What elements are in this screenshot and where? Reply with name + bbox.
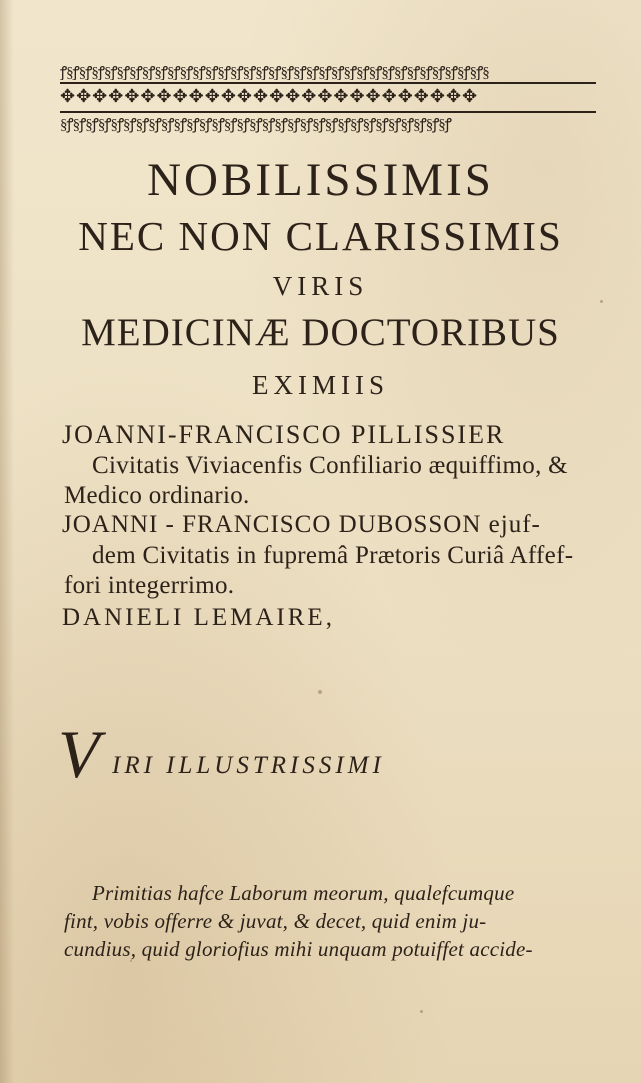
dedicatee-name: JOANNI-FRANCISCO PILLISSIER — [62, 420, 506, 449]
salutation-dropcap: V — [58, 716, 100, 792]
paper-speck — [318, 690, 322, 694]
ornament-rule — [60, 111, 596, 113]
dedicatee-description: Medico ordinario. — [64, 482, 250, 509]
ornament-row-top: ꝭ§ꝭ§ꝭ§ꝭ§ꝭ§ꝭ§ꝭ§ꝭ§ꝭ§ꝭ§ꝭ§ꝭ§ꝭ§ꝭ§ꝭ§ꝭ§ꝭ§ꝭ§ꝭ§ꝭ§ꝭ§ꝭ§ꝭ§ꝭ§ꝭ§ꝭ§ꝭ§ꝭ§ꝭ§ꝭ§ꝭ§ꝭ§ꝭ§ꝭ§ — [60, 65, 489, 80]
dedicatee-name: JOANNI - FRANCISCO DUBOSSON ejuf- — [62, 511, 541, 538]
paragraph-line: cundius, quid gloriofius mihi unquam potuiffet accide- — [64, 937, 533, 961]
paragraph-line: Primitias hafce Laborum meorum, qualefcumque — [92, 881, 515, 905]
paper-speck — [600, 300, 603, 303]
paper-speck — [130, 960, 132, 962]
dedicatee-description: fori integerrimo. — [64, 572, 235, 599]
heading-viris: VIRIS — [272, 271, 369, 301]
dedicatee-name: DANIELI LEMAIRE, — [62, 604, 335, 631]
heading-nobilissimis: NOBILISSIMIS — [147, 154, 494, 206]
heading-medicinae-doctoribus: MEDICINÆ DOCTORIBUS — [81, 311, 560, 354]
paper-speck — [420, 1010, 423, 1013]
salutation-text: IRI ILLUSTRISSIMI — [112, 752, 385, 779]
dedicatee-description: Civitatis Viviacenfis Confiliario æquiffimo, & — [92, 452, 568, 479]
paragraph-line: fint, vobis offerre & juvat, & decet, quid enim ju- — [64, 909, 487, 933]
headpiece-ornament — [60, 62, 596, 140]
ornament-rule — [60, 82, 596, 84]
heading-nec-non-clarissimis: NEC NON CLARISSIMIS — [78, 213, 563, 259]
dedicatee-description: dem Civitatis in fupremâ Prætoris Curiâ Affef- — [92, 542, 574, 569]
ornament-row-bottom: §ꝭ§ꝭ§ꝭ§ꝭ§ꝭ§ꝭ§ꝭ§ꝭ§ꝭ§ꝭ§ꝭ§ꝭ§ꝭ§ꝭ§ꝭ§ꝭ§ꝭ§ꝭ§ꝭ§ꝭ§ꝭ§ꝭ§ꝭ§ꝭ§ꝭ§ꝭ§ꝭ§ꝭ§ꝭ§ꝭ§ꝭ — [60, 117, 451, 133]
heading-eximiis: EXIMIIS — [252, 370, 389, 400]
ornament-row-middle: ✥✥✥✥✥✥✥✥✥✥✥✥✥✥✥✥✥✥✥✥✥✥✥✥✥✥ — [60, 86, 479, 106]
